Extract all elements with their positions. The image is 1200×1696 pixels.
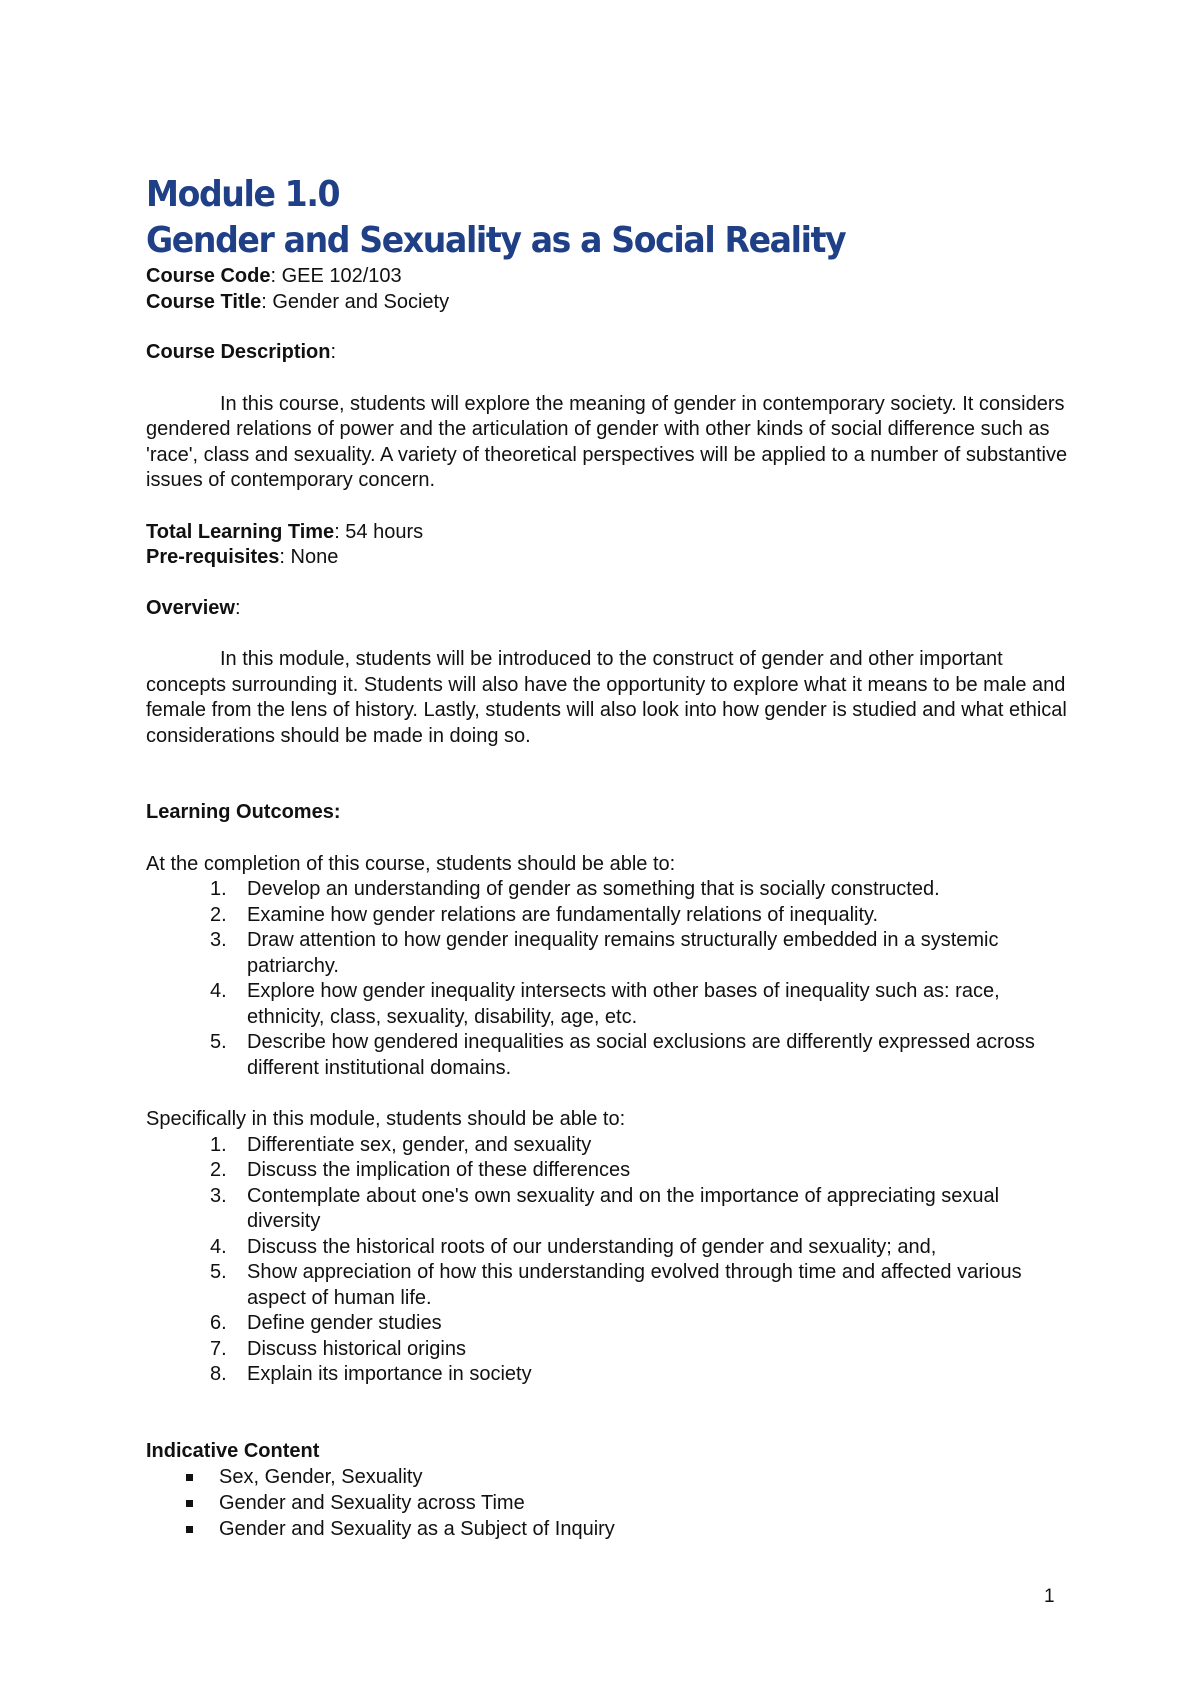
list-item-text: Gender and Sexuality across Time — [219, 1492, 525, 1514]
prerequisites-line — [146, 545, 1066, 571]
list-item — [146, 1311, 1067, 1337]
list-item-number: 1. — [210, 1133, 227, 1156]
module-title-heading: Gender and Sexuality as a Social Reality — [146, 220, 846, 261]
square-bullet-icon — [186, 1526, 193, 1533]
list-item — [146, 1337, 1067, 1363]
overview-label: Overview — [146, 596, 235, 619]
list-item-number: 7. — [210, 1337, 227, 1360]
list-item — [146, 903, 1067, 929]
overview-heading — [146, 596, 1066, 622]
list-item-number: 8. — [210, 1363, 227, 1385]
learning-time-value: : 54 hours — [334, 520, 424, 543]
list-item-number: 2. — [210, 903, 227, 926]
learning-outcomes-heading: Learning Outcomes: — [146, 801, 341, 823]
list-item-number: 2. — [210, 1159, 227, 1181]
course-code-line — [146, 264, 1066, 290]
list-item — [146, 1516, 1066, 1542]
list-item-text: Discuss the implication of these differences — [247, 1159, 631, 1181]
module-outcomes-list — [146, 1133, 1066, 1388]
list-item-text: Differentiate sex, gender, and sexuality — [247, 1133, 592, 1156]
course-description-label: Course Description — [146, 341, 331, 363]
spacer — [146, 366, 1066, 392]
course-description-text: In this course, students will explore the meaning of gender in contemporary society. It considers gendered relations of power and the articulation of gender with other kinds of social difference such as 'race', class and sexuality. A variety of theoretical perspectives will be applied to a number of substantive issues of contemporary concern. — [146, 392, 1068, 491]
spacer — [146, 621, 1066, 647]
learning-time-line — [146, 520, 1066, 546]
list-item — [146, 1260, 1067, 1311]
list-item-number: 3. — [210, 929, 227, 951]
indicative-content-heading: Indicative Content — [146, 1439, 320, 1462]
list-item-number: 5. — [210, 1261, 227, 1283]
list-item-number: 6. — [210, 1312, 227, 1334]
learning-time-label: Total Learning Time — [146, 520, 335, 543]
indicative-content-list — [146, 1464, 1066, 1542]
list-item-text: Explore how gender inequality intersects with other bases of inequality such as: race, ethnicity, class, sexuality, disability, age, etc. — [247, 980, 1000, 1028]
square-bullet-icon — [186, 1500, 193, 1507]
list-item-text: Define gender studies — [247, 1312, 442, 1334]
spacer — [146, 1388, 1066, 1439]
list-item — [146, 1490, 1066, 1516]
course-description-paragraph — [146, 392, 1071, 494]
list-item — [146, 1158, 1067, 1184]
list-item — [146, 1464, 1066, 1490]
prerequisites-value: : None — [279, 546, 339, 568]
course-description-heading — [146, 340, 1066, 366]
list-item-number: 4. — [210, 980, 227, 1002]
list-item — [146, 1030, 1067, 1081]
overview-paragraph — [146, 647, 1071, 749]
spacer — [146, 571, 1066, 596]
list-item — [146, 1184, 1067, 1235]
page-content — [146, 172, 1066, 1542]
list-item-text: Describe how gendered inequalities as social exclusions are differently expressed across different institutional domains. — [247, 1031, 1035, 1079]
spacer — [146, 749, 1066, 800]
course-outcomes-list — [146, 877, 1066, 1081]
spacer — [146, 494, 1066, 520]
course-description-colon: : — [330, 341, 337, 363]
list-item — [146, 1235, 1067, 1261]
course-title-line — [146, 290, 1066, 316]
overview-colon: : — [234, 596, 241, 619]
list-item-number: 5. — [210, 1031, 227, 1053]
course-title-value: : Gender and Society — [261, 290, 450, 313]
spacer — [146, 826, 1066, 852]
module-number-heading: Module 1.0 — [146, 174, 340, 215]
square-bullet-icon — [186, 1474, 193, 1481]
page-number: 1 — [1044, 1586, 1055, 1607]
list-item — [146, 979, 1067, 1030]
list-item-text: Explain its importance in society — [247, 1363, 532, 1385]
list-item-text: Draw attention to how gender inequality remains structurally embedded in a systemic patriarchy. — [247, 929, 999, 977]
list-item-number: 3. — [210, 1184, 227, 1207]
list-item — [146, 877, 1067, 903]
list-item-text: Sex, Gender, Sexuality — [219, 1466, 423, 1488]
spacer — [146, 1081, 1066, 1107]
list-item-number: 1. — [210, 878, 227, 900]
list-item-text: Examine how gender relations are fundamentally relations of inequality. — [247, 903, 879, 926]
list-item-text: Contemplate about one's own sexuality and on the importance of appreciating sexual diversity — [247, 1184, 1000, 1232]
list-item — [146, 1362, 1067, 1388]
course-title-label: Course Title — [146, 290, 262, 313]
overview-text: In this module, students will be introduced to the construct of gender and other important concepts surrounding it. Students will also have the opportunity to explore what it means to be male and female from the lens of history. Lastly, students will also look into how gender is studied and what ethical considerations should be made in doing so. — [146, 648, 1067, 747]
spacer — [146, 315, 1066, 340]
list-item-number: 4. — [210, 1235, 227, 1258]
course-code-value: : GEE 102/103 — [270, 265, 402, 287]
list-item-text: Gender and Sexuality as a Subject of Inquiry — [219, 1518, 615, 1540]
list-item-text: Discuss historical origins — [247, 1337, 466, 1360]
list-item — [146, 928, 1067, 979]
course-outcomes-intro: At the completion of this course, students should be able to: — [146, 852, 676, 875]
prerequisites-label: Pre-requisites — [146, 546, 280, 568]
module-outcomes-intro: Specifically in this module, students should be able to: — [146, 1108, 626, 1130]
list-item — [146, 1133, 1067, 1159]
course-code-label: Course Code — [146, 265, 271, 287]
list-item-text: Show appreciation of how this understanding evolved through time and affected various aspect of human life. — [247, 1261, 1022, 1309]
list-item-text: Discuss the historical roots of our understanding of gender and sexuality; and, — [247, 1235, 937, 1258]
list-item-text: Develop an understanding of gender as something that is socially constructed. — [247, 878, 940, 900]
